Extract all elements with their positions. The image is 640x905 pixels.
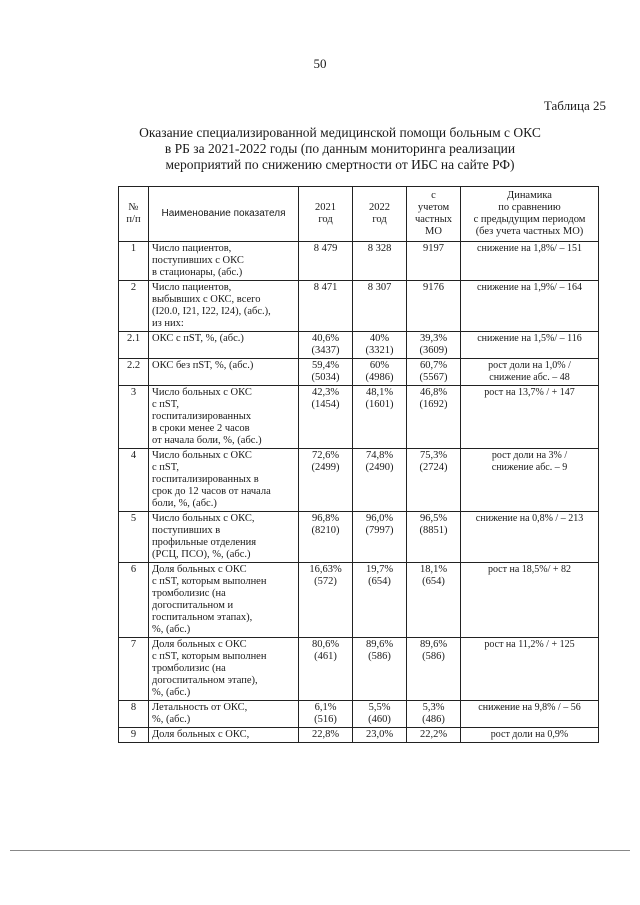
cell-value-2021 — [299, 281, 353, 332]
cell-text-line: (572) — [314, 576, 337, 587]
cell-value-2022 — [353, 512, 407, 563]
table-row — [119, 332, 599, 359]
cell-indicator-name — [149, 449, 299, 512]
header-number: № п/п — [119, 187, 149, 242]
cell-text-line: 59,4% — [311, 360, 340, 371]
cell-text-line: (3437) — [311, 345, 340, 356]
cell-text-line: (8851) — [419, 525, 448, 536]
cell-indicator-name — [149, 242, 299, 281]
cell-text-line: рост на 13,7% / + 147 — [484, 387, 575, 398]
document-title — [120, 125, 560, 173]
cell-text-line: 40% — [369, 333, 390, 344]
cell-text-line: рост на 18,5%/ + 82 — [487, 564, 572, 575]
cell-value-with-private — [407, 332, 461, 359]
cell-text-line: профильные отделения — [152, 537, 257, 548]
title-line: мероприятий по снижению смертности от ИБС на сайте РФ) — [165, 157, 515, 172]
cell-indicator-name — [149, 281, 299, 332]
cell-row-number: 2 — [119, 281, 149, 332]
table-row — [119, 701, 599, 728]
cell-text-line: с пST, — [152, 399, 180, 410]
cell-value-2021 — [299, 728, 353, 743]
cell-text-line: 18,1% — [419, 564, 448, 575]
cell-text-line: 74,8% — [365, 450, 394, 461]
table-header-row — [119, 187, 599, 242]
cell-text-line: рост доли на 0,9% — [490, 729, 569, 740]
cell-text-line: ОКС без пST, %, (абс.) — [152, 360, 254, 371]
cell-text-line: догоспитальном и — [152, 600, 234, 611]
cell-text-line: 48,1% — [365, 387, 394, 398]
cell-value-2021 — [299, 638, 353, 701]
cell-text-line: 96,8% — [311, 513, 340, 524]
cell-text-line: госпитальном этапах), — [152, 612, 253, 623]
cell-text-line: (РСЦ, ПСО), %, (абс.) — [152, 549, 251, 560]
cell-value-2021 — [299, 359, 353, 386]
cell-dynamics — [461, 242, 599, 281]
cell-text-line: 96,5% — [419, 513, 448, 524]
cell-text-line: (1601) — [365, 399, 394, 410]
cell-text-line: (586) — [422, 651, 445, 662]
table-row — [119, 512, 599, 563]
cell-text-line: 8 328 — [367, 243, 392, 254]
cell-dynamics — [461, 563, 599, 638]
cell-value-2022 — [353, 332, 407, 359]
cell-value-2021 — [299, 332, 353, 359]
cell-value-2022 — [353, 359, 407, 386]
cell-value-2021 — [299, 701, 353, 728]
cell-indicator-name — [149, 386, 299, 449]
cell-text-line: Доля больных с ОКС, — [152, 729, 250, 740]
cell-text-line: 72,6% — [311, 450, 340, 461]
cell-value-with-private — [407, 512, 461, 563]
cell-value-2022 — [353, 563, 407, 638]
table-label: Таблица 25 — [543, 98, 606, 113]
cell-text-line: (2490) — [365, 462, 394, 473]
cell-text-line: ОКС с пST, %, (абс.) — [152, 333, 244, 344]
cell-text-line: 80,6% — [311, 639, 340, 650]
table-row — [119, 242, 599, 281]
cell-indicator-name — [149, 728, 299, 743]
header-2021: 2021 год — [299, 187, 353, 242]
cell-row-number: 7 — [119, 638, 149, 701]
cell-value-with-private — [407, 449, 461, 512]
cell-value-with-private — [407, 638, 461, 701]
cell-dynamics — [461, 332, 599, 359]
cell-text-line: догоспитальном этапе), — [152, 675, 258, 686]
cell-text-line: 6,1% — [314, 702, 337, 713]
cell-text-line: Число больных с ОКС, — [152, 513, 255, 524]
cell-indicator-name — [149, 512, 299, 563]
table-row — [119, 728, 599, 743]
cell-text-line: 9197 — [423, 243, 444, 254]
cell-text-line: с пST, которым выполнен — [152, 576, 267, 587]
cell-text-line: тромболизис (на — [152, 588, 226, 599]
cell-text-line: (3609) — [419, 345, 448, 356]
cell-text-line: Доля больных с ОКС — [152, 639, 247, 650]
cell-value-2022 — [353, 638, 407, 701]
table-row — [119, 563, 599, 638]
cell-text-line: (586) — [368, 651, 391, 662]
cell-text-line: тромболизис (на — [152, 663, 226, 674]
cell-text-line: (460) — [368, 714, 391, 725]
cell-text-line: (654) — [368, 576, 391, 587]
cell-text-line: от начала боли, %, (абс.) — [152, 435, 262, 446]
cell-text-line: 39,3% — [419, 333, 448, 344]
cell-text-line: 22,2% — [419, 729, 448, 740]
cell-text-line: снижение абс. – 9 — [491, 462, 568, 473]
indicators-table — [118, 186, 599, 743]
cell-value-with-private — [407, 701, 461, 728]
cell-value-with-private — [407, 563, 461, 638]
cell-text-line: снижение на 0,8% / – 213 — [475, 513, 584, 524]
cell-text-line: (2499) — [311, 462, 340, 473]
page-bottom-rule — [10, 850, 630, 851]
cell-value-with-private — [407, 728, 461, 743]
cell-text-line: (654) — [422, 576, 445, 587]
cell-text-line: Доля больных с ОКС — [152, 564, 247, 575]
cell-value-with-private — [407, 386, 461, 449]
cell-value-2021 — [299, 242, 353, 281]
cell-text-line: выбывших с ОКС, всего — [152, 294, 261, 305]
cell-dynamics — [461, 728, 599, 743]
cell-text-line: 19,7% — [365, 564, 394, 575]
cell-text-line: 5,5% — [368, 702, 391, 713]
cell-value-2022 — [353, 281, 407, 332]
cell-text-line: (2724) — [419, 462, 448, 473]
cell-text-line: (461) — [314, 651, 337, 662]
cell-text-line: Число пациентов, — [152, 282, 232, 293]
cell-text-line: (1692) — [419, 399, 448, 410]
cell-text-line: (I20.0, I21, I22, I24), (абс.), — [152, 306, 271, 317]
cell-text-line: (7997) — [365, 525, 394, 536]
cell-text-line: госпитализированных — [152, 411, 252, 422]
cell-dynamics — [461, 359, 599, 386]
cell-text-line: 89,6% — [419, 639, 448, 650]
table-row — [119, 638, 599, 701]
header-2022: 2022 год — [353, 187, 407, 242]
cell-text-line: снижение на 1,8%/ – 151 — [477, 243, 582, 254]
title-line: Оказание специализированной медицинской помощи больным с ОКС — [139, 125, 541, 140]
page-number: 50 — [313, 56, 327, 71]
cell-value-2022 — [353, 449, 407, 512]
cell-text-line: рост доли на 1,0% / — [488, 360, 571, 371]
cell-value-with-private — [407, 281, 461, 332]
cell-value-2021 — [299, 563, 353, 638]
cell-text-line: 42,3% — [311, 387, 340, 398]
cell-dynamics — [461, 281, 599, 332]
cell-text-line: с пST, которым выполнен — [152, 651, 267, 662]
cell-row-number: 9 — [119, 728, 149, 743]
cell-indicator-name — [149, 701, 299, 728]
cell-text-line: 96,0% — [365, 513, 394, 524]
cell-text-line: (8210) — [311, 525, 340, 536]
cell-value-2021 — [299, 512, 353, 563]
cell-text-line: %, (абс.) — [152, 714, 191, 725]
cell-value-2021 — [299, 449, 353, 512]
cell-text-line: с пST, — [152, 462, 180, 473]
header-dynamics: Динамика по сравнению с предыдущим периодом (без учета частных МО) — [461, 187, 599, 242]
cell-dynamics — [461, 512, 599, 563]
cell-text-line: госпитализированных в — [152, 474, 259, 485]
cell-dynamics — [461, 386, 599, 449]
cell-row-number: 8 — [119, 701, 149, 728]
cell-indicator-name — [149, 332, 299, 359]
cell-text-line: снижение на 1,5%/ – 116 — [477, 333, 582, 344]
cell-text-line: %, (абс.) — [152, 687, 191, 698]
cell-text-line: Число больных с ОКС — [152, 450, 252, 461]
cell-text-line: Летальность от ОКС, — [152, 702, 248, 713]
cell-text-line: снижение на 9,8% / – 56 — [478, 702, 581, 713]
cell-row-number: 5 — [119, 512, 149, 563]
table-row — [119, 359, 599, 386]
cell-text-line: снижение на 1,9%/ – 164 — [477, 282, 582, 293]
cell-text-line: 46,8% — [419, 387, 448, 398]
cell-text-line: (5567) — [419, 372, 448, 383]
cell-text-line: из них: — [152, 318, 184, 329]
cell-text-line: поступивших с ОКС — [152, 255, 244, 266]
cell-text-line: 9176 — [423, 282, 444, 293]
cell-dynamics — [461, 638, 599, 701]
cell-row-number: 2.2 — [119, 359, 149, 386]
cell-text-line: Число больных с ОКС — [152, 387, 252, 398]
table-row — [119, 281, 599, 332]
cell-text-line: 60% — [369, 360, 390, 371]
cell-text-line: 16,63% — [309, 564, 342, 575]
cell-row-number: 3 — [119, 386, 149, 449]
cell-row-number: 6 — [119, 563, 149, 638]
cell-value-with-private — [407, 359, 461, 386]
cell-row-number: 4 — [119, 449, 149, 512]
cell-row-number: 2.1 — [119, 332, 149, 359]
cell-dynamics — [461, 701, 599, 728]
cell-indicator-name — [149, 563, 299, 638]
cell-text-line: 8 307 — [367, 282, 392, 293]
header-with-private: с учетом частных МО — [407, 187, 461, 242]
table-row — [119, 449, 599, 512]
cell-value-2022 — [353, 386, 407, 449]
cell-text-line: 60,7% — [419, 360, 448, 371]
cell-value-2021 — [299, 386, 353, 449]
cell-text-line: в сроки менее 2 часов — [152, 423, 250, 434]
cell-text-line: боли, %, (абс.) — [152, 498, 217, 509]
cell-text-line: 22,8% — [311, 729, 340, 740]
cell-indicator-name — [149, 359, 299, 386]
cell-text-line: 8 479 — [313, 243, 338, 254]
cell-text-line: рост на 11,2% / + 125 — [484, 639, 575, 650]
cell-text-line: (3321) — [365, 345, 394, 356]
cell-text-line: в стационары, (абс.) — [152, 267, 243, 278]
cell-value-2022 — [353, 728, 407, 743]
cell-text-line: 23,0% — [365, 729, 394, 740]
cell-value-with-private — [407, 242, 461, 281]
cell-text-line: (486) — [422, 714, 445, 725]
table-row — [119, 386, 599, 449]
cell-text-line: (4986) — [365, 372, 394, 383]
cell-text-line: 89,6% — [365, 639, 394, 650]
cell-text-line: 8 471 — [313, 282, 338, 293]
title-line: в РБ за 2021-2022 годы (по данным мониторинга реализации — [164, 141, 516, 156]
cell-text-line: 40,6% — [311, 333, 340, 344]
cell-text-line: срок до 12 часов от начала — [152, 486, 271, 497]
cell-text-line: (516) — [314, 714, 337, 725]
cell-text-line: 5,3% — [422, 702, 445, 713]
cell-text-line: Число пациентов, — [152, 243, 232, 254]
cell-indicator-name — [149, 638, 299, 701]
cell-dynamics — [461, 449, 599, 512]
cell-row-number: 1 — [119, 242, 149, 281]
cell-text-line: снижение абс. – 48 — [489, 372, 570, 383]
cell-text-line: рост доли на 3% / — [491, 450, 568, 461]
cell-text-line: 75,3% — [419, 450, 448, 461]
cell-text-line: поступивших в — [152, 525, 221, 536]
cell-value-2022 — [353, 242, 407, 281]
cell-text-line: %, (абс.) — [152, 624, 191, 635]
cell-value-2022 — [353, 701, 407, 728]
header-indicator-name: Наименование показателя — [149, 187, 299, 242]
cell-text-line: (5034) — [311, 372, 340, 383]
cell-text-line: (1454) — [311, 399, 340, 410]
table-body — [119, 242, 599, 743]
